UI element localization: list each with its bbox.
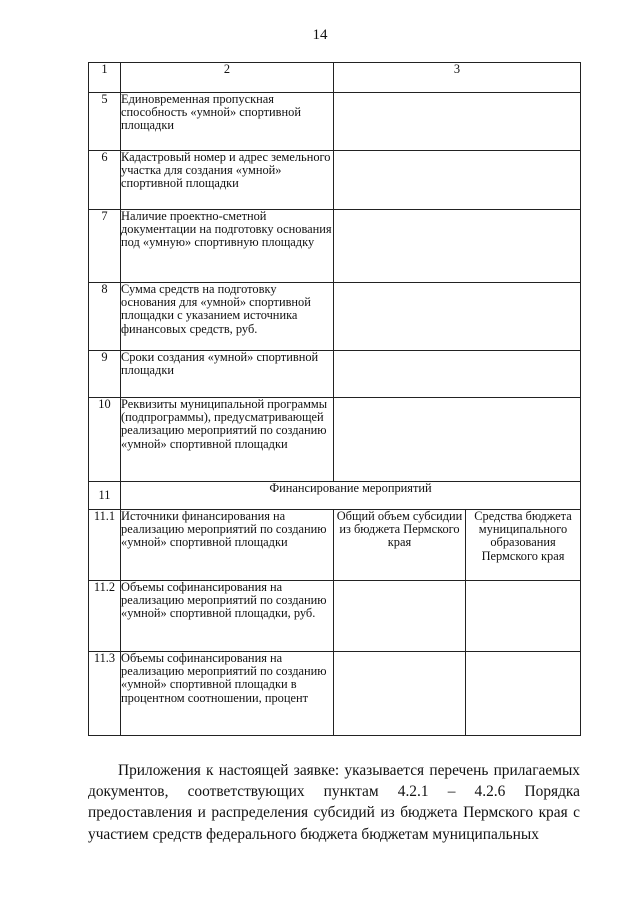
row-label: Наличие проектно-сметной документации на подготовку основания под «умную» спортивную площадку [121,210,334,283]
row-label: Единовременная пропускная способность «умной» спортивной площадки [121,93,334,151]
row-value-cell[interactable] [334,93,581,151]
row-label: Объемы софинансирования на реализацию мероприятий по созданию «умной» спортивной площадки в процентном соотношении, процент [121,652,334,736]
table-row [89,581,581,652]
row-value-cell[interactable] [334,210,581,283]
row-label: Сумма средств на подготовку основания для «умной» спортивной площадки с указанием источника финансовых средств, руб. [121,283,334,351]
table-row [89,398,581,482]
header-col-3: 3 [334,63,581,93]
row-label: Источники финансирования на реализацию мероприятий по созданию «умной» спортивной площадки [121,510,334,581]
row-value-cell[interactable] [334,398,581,482]
table-header-row [89,63,581,93]
financing-title: Финансирование мероприятий [121,482,581,510]
row-label: Кадастровый номер и адрес земельного участка для создания «умной» спортивной площадки [121,151,334,210]
table-row [89,93,581,151]
municipal-budget-cell[interactable] [466,652,581,736]
table-row [89,510,581,581]
row-number: 5 [89,93,121,151]
row-number: 11.3 [89,652,121,736]
row-number: 6 [89,151,121,210]
financing-header-row [89,482,581,510]
row-value-cell[interactable] [334,151,581,210]
table-row [89,210,581,283]
table-row [89,151,581,210]
row-number: 10 [89,398,121,482]
appendix-paragraph [88,760,580,845]
row-number: 9 [89,351,121,398]
row-number: 11.1 [89,510,121,581]
row-label: Сроки создания «умной» спортивной площадки [121,351,334,398]
row-label: Объемы софинансирования на реализацию мероприятий по созданию «умной» спортивной площадки, руб. [121,581,334,652]
row-value-cell[interactable] [334,351,581,398]
total-subsidy-cell[interactable] [334,652,466,736]
row-number: 8 [89,283,121,351]
header-col-2: 2 [121,63,334,93]
row-number: 7 [89,210,121,283]
page-number: 14 [312,27,328,43]
table-row [89,283,581,351]
application-form-table [88,62,581,736]
appendix-text: Приложения к настоящей заявке: указывается перечень прилагаемых документов, соответствующих пунктам 4.2.1 – 4.2.6 Порядка предоставления и распределения субсидий из бюджета Пермского края с участием средств федерального бюджета бюджетам муниципальных [88,762,580,843]
row-label: Реквизиты муниципальной программы (подпрограммы), предусматривающей реализацию мероприятий по созданию «умной» спортивной площадки [121,398,334,482]
municipal-budget-header: Средства бюджета муниципального образования Пермского края [466,510,581,581]
municipal-budget-cell[interactable] [466,581,581,652]
row-number: 11 [89,482,121,510]
table-row [89,652,581,736]
header-col-1: 1 [89,63,121,93]
total-subsidy-header: Общий объем субсидии из бюджета Пермского края [334,510,466,581]
table-row [89,351,581,398]
row-value-cell[interactable] [334,283,581,351]
row-number: 11.2 [89,581,121,652]
total-subsidy-cell[interactable] [334,581,466,652]
